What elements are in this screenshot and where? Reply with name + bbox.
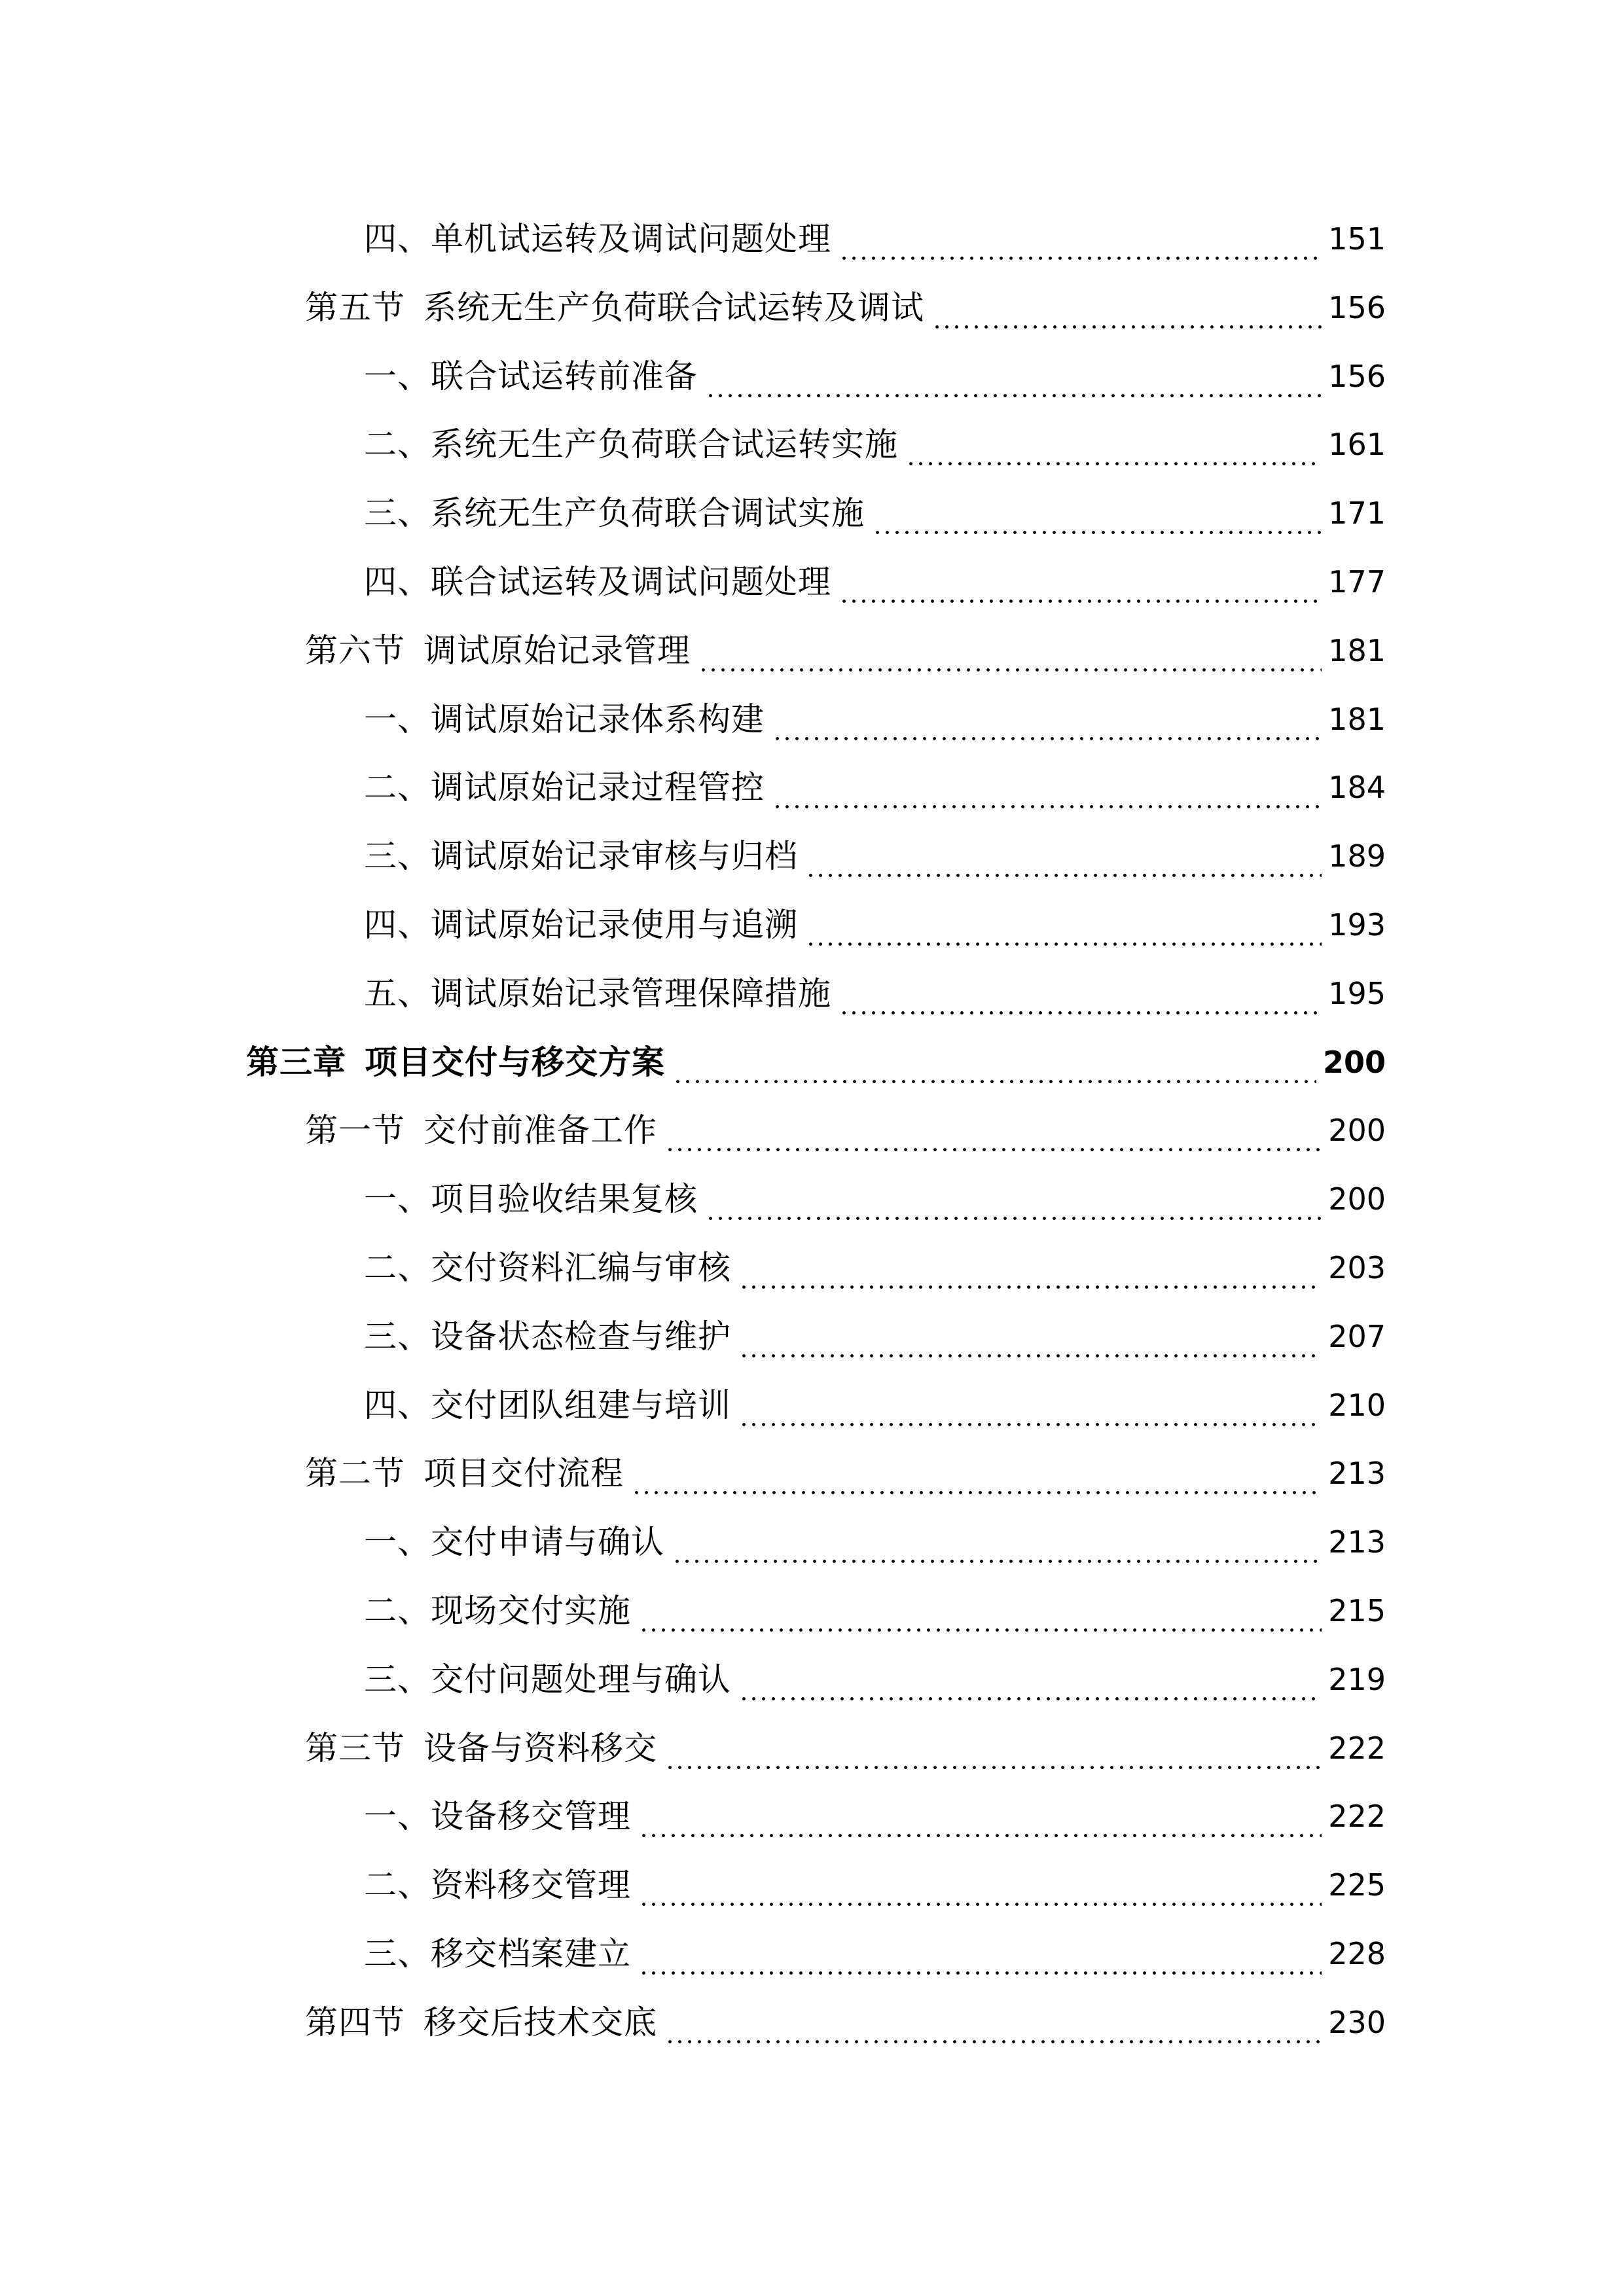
toc-item-row[interactable] bbox=[364, 1856, 1386, 1914]
toc-section-row[interactable] bbox=[305, 1719, 1386, 1777]
toc-item-row[interactable] bbox=[364, 1376, 1386, 1434]
toc-entry-label bbox=[364, 484, 865, 542]
dot-leader bbox=[672, 1513, 1322, 1571]
toc-page-number: 219 bbox=[1328, 1662, 1386, 1697]
toc-page-number: 184 bbox=[1328, 770, 1386, 805]
toc-entry-title: 三、交付问题处理与确认 bbox=[364, 1660, 731, 1698]
toc-entry-title: 三、系统无生产负荷联合调试实施 bbox=[364, 494, 865, 532]
toc-entry-label bbox=[364, 759, 765, 816]
toc-entry-title: 一、交付申请与确认 bbox=[364, 1523, 664, 1561]
dot-leader bbox=[932, 279, 1322, 336]
dot-leader bbox=[706, 348, 1322, 405]
toc-entry-title: 系统无生产负荷联合试运转及调试 bbox=[424, 289, 924, 327]
toc-entry-title: 三、设备状态检查与维护 bbox=[364, 1318, 731, 1355]
toc-item-row[interactable] bbox=[364, 1651, 1386, 1708]
toc-item-row[interactable] bbox=[364, 1513, 1386, 1571]
toc-item-row[interactable] bbox=[364, 553, 1386, 611]
dot-leader bbox=[639, 1582, 1322, 1640]
toc-item-row[interactable] bbox=[364, 1787, 1386, 1845]
toc-entry-title: 三、调试原始记录审核与归档 bbox=[364, 837, 798, 875]
toc-section-row[interactable] bbox=[305, 622, 1386, 679]
toc-entry-label bbox=[364, 691, 765, 748]
toc-entry-title: 移交后技术交底 bbox=[424, 2003, 657, 2041]
toc-entry-label bbox=[364, 965, 831, 1022]
toc-entry-title: 四、调试原始记录使用与追溯 bbox=[364, 906, 798, 944]
dot-leader bbox=[873, 484, 1322, 542]
toc-section-row[interactable] bbox=[305, 1994, 1386, 2051]
toc-entry-title: 五、调试原始记录管理保障措施 bbox=[364, 975, 831, 1013]
toc-item-row[interactable] bbox=[364, 1308, 1386, 1365]
toc-item-row[interactable] bbox=[364, 348, 1386, 405]
toc-entry-label bbox=[364, 1787, 631, 1845]
dot-leader bbox=[632, 1444, 1322, 1502]
toc-entry-title: 一、项目验收结果复核 bbox=[364, 1180, 698, 1218]
dot-leader bbox=[906, 416, 1322, 473]
toc-page-number: 215 bbox=[1328, 1593, 1386, 1628]
toc-entry-title: 一、联合试运转前准备 bbox=[364, 357, 698, 395]
toc-chapter-row[interactable] bbox=[246, 1033, 1386, 1091]
toc-entry-label bbox=[364, 1856, 631, 1914]
toc-entry-label bbox=[364, 210, 831, 268]
dot-leader bbox=[665, 1994, 1322, 2051]
toc-entry-title: 项目交付与移交方案 bbox=[365, 1043, 665, 1081]
dot-leader bbox=[698, 622, 1322, 679]
toc-entry-label bbox=[364, 896, 798, 954]
toc-item-row[interactable] bbox=[364, 759, 1386, 816]
toc-entry-label bbox=[364, 416, 898, 473]
toc-entry-number: 第二节 bbox=[305, 1454, 405, 1492]
toc-entry-title: 四、交付团队组建与培训 bbox=[364, 1386, 731, 1424]
toc-entry-title: 一、调试原始记录体系构建 bbox=[364, 700, 765, 738]
toc-page-number: 222 bbox=[1328, 1799, 1386, 1834]
toc-page-number: 200 bbox=[1328, 1181, 1386, 1217]
toc-item-row[interactable] bbox=[364, 1582, 1386, 1640]
toc-entry-title: 项目交付流程 bbox=[424, 1454, 624, 1492]
toc-section-row[interactable] bbox=[305, 279, 1386, 336]
toc-page-number: 195 bbox=[1328, 976, 1386, 1011]
toc-entry-label bbox=[364, 1170, 698, 1228]
toc-entry-title: 二、系统无生产负荷联合试运转实施 bbox=[364, 425, 898, 463]
toc-entry-title: 交付前准备工作 bbox=[424, 1111, 657, 1149]
dot-leader bbox=[739, 1376, 1322, 1434]
toc-entry-title: 设备与资料移交 bbox=[424, 1729, 657, 1767]
dot-leader bbox=[665, 1719, 1322, 1777]
dot-leader bbox=[739, 1308, 1322, 1365]
toc-page-number: 181 bbox=[1328, 633, 1386, 668]
toc-page-number: 177 bbox=[1328, 564, 1386, 600]
dot-leader bbox=[806, 827, 1322, 885]
dot-leader bbox=[706, 1170, 1322, 1228]
dot-leader bbox=[639, 1787, 1322, 1845]
dot-leader bbox=[739, 1239, 1322, 1297]
toc-entry-title: 三、移交档案建立 bbox=[364, 1935, 631, 1973]
toc-entry-title: 四、联合试运转及调试问题处理 bbox=[364, 563, 831, 601]
dot-leader bbox=[839, 210, 1322, 268]
dot-leader bbox=[839, 965, 1322, 1022]
dot-leader bbox=[665, 1102, 1322, 1159]
toc-entry-title: 二、调试原始记录过程管控 bbox=[364, 768, 765, 806]
toc-entry-label bbox=[364, 1308, 731, 1365]
toc-item-row[interactable] bbox=[364, 210, 1386, 268]
toc-page-number: 161 bbox=[1328, 427, 1386, 462]
toc-entry-label bbox=[305, 1994, 657, 2051]
toc-page-number: 207 bbox=[1328, 1319, 1386, 1354]
toc-page-number: 193 bbox=[1328, 907, 1386, 942]
toc-page-number: 213 bbox=[1328, 1456, 1386, 1491]
toc-entry-number: 第一节 bbox=[305, 1111, 405, 1149]
dot-leader bbox=[639, 1856, 1322, 1914]
toc-entry-label bbox=[305, 622, 691, 679]
toc-item-row[interactable] bbox=[364, 1170, 1386, 1228]
toc-entry-label bbox=[364, 827, 798, 885]
toc-page-number: 210 bbox=[1328, 1388, 1386, 1423]
toc-entry-title: 调试原始记录管理 bbox=[424, 632, 691, 670]
toc-item-row[interactable] bbox=[364, 1925, 1386, 1982]
toc-page-number: 228 bbox=[1328, 1936, 1386, 1971]
toc-entry-title: 二、交付资料汇编与审核 bbox=[364, 1249, 731, 1287]
toc-page-number: 213 bbox=[1328, 1524, 1386, 1560]
toc-entry-number: 第六节 bbox=[305, 632, 405, 670]
toc-entry-label bbox=[305, 1719, 657, 1777]
toc-section-row[interactable] bbox=[305, 1444, 1386, 1502]
toc-item-row[interactable] bbox=[364, 416, 1386, 473]
toc-page-number: 171 bbox=[1328, 495, 1386, 531]
toc-entry-number: 第三节 bbox=[305, 1729, 405, 1767]
dot-leader bbox=[639, 1925, 1322, 1982]
toc-entry-number: 第四节 bbox=[305, 2003, 405, 2041]
dot-leader bbox=[772, 691, 1322, 748]
toc-entry-label bbox=[305, 1102, 657, 1159]
toc-entry-title: 二、资料移交管理 bbox=[364, 1866, 631, 1904]
toc-entry-label bbox=[364, 1651, 731, 1708]
toc-page-number: 230 bbox=[1328, 2005, 1386, 2040]
toc-entry-label bbox=[364, 553, 831, 611]
toc-page-number: 200 bbox=[1322, 1045, 1386, 1080]
toc-entry-label bbox=[364, 1239, 731, 1297]
toc-entry-label bbox=[305, 1444, 624, 1502]
toc-page-number: 200 bbox=[1328, 1113, 1386, 1148]
toc-entry-label bbox=[364, 1925, 631, 1982]
toc-page-number: 189 bbox=[1328, 838, 1386, 874]
dot-leader bbox=[739, 1651, 1322, 1708]
toc-page-number: 156 bbox=[1328, 359, 1386, 394]
toc-section-row[interactable] bbox=[305, 1102, 1386, 1159]
toc-page-number: 225 bbox=[1328, 1867, 1386, 1903]
toc-entry-label bbox=[364, 1513, 664, 1571]
toc-entry-number: 第三章 bbox=[246, 1043, 346, 1081]
toc-item-row[interactable] bbox=[364, 484, 1386, 542]
toc-entry-title: 四、单机试运转及调试问题处理 bbox=[364, 220, 831, 258]
toc-item-row[interactable] bbox=[364, 827, 1386, 885]
toc-entry-number: 第五节 bbox=[305, 289, 405, 327]
dot-leader bbox=[673, 1033, 1316, 1091]
toc-entry-label bbox=[246, 1033, 665, 1091]
toc-page-number: 203 bbox=[1328, 1250, 1386, 1285]
toc-item-row[interactable] bbox=[364, 965, 1386, 1022]
dot-leader bbox=[839, 553, 1322, 611]
toc-entry-label bbox=[364, 348, 698, 405]
toc-entry-label bbox=[305, 279, 924, 336]
toc-page-number: 156 bbox=[1328, 290, 1386, 325]
toc-page-number: 222 bbox=[1328, 1731, 1386, 1766]
dot-leader bbox=[806, 896, 1322, 954]
toc-entry-title: 一、设备移交管理 bbox=[364, 1797, 631, 1835]
toc-page-number: 181 bbox=[1328, 702, 1386, 737]
dot-leader bbox=[772, 759, 1322, 816]
toc-item-row[interactable] bbox=[364, 691, 1386, 748]
toc-entry-label bbox=[364, 1582, 631, 1640]
toc-page-number: 151 bbox=[1328, 221, 1386, 257]
toc-item-row[interactable] bbox=[364, 1239, 1386, 1297]
toc-entry-label bbox=[364, 1376, 731, 1434]
toc-entry-title: 二、现场交付实施 bbox=[364, 1592, 631, 1630]
toc-item-row[interactable] bbox=[364, 896, 1386, 954]
